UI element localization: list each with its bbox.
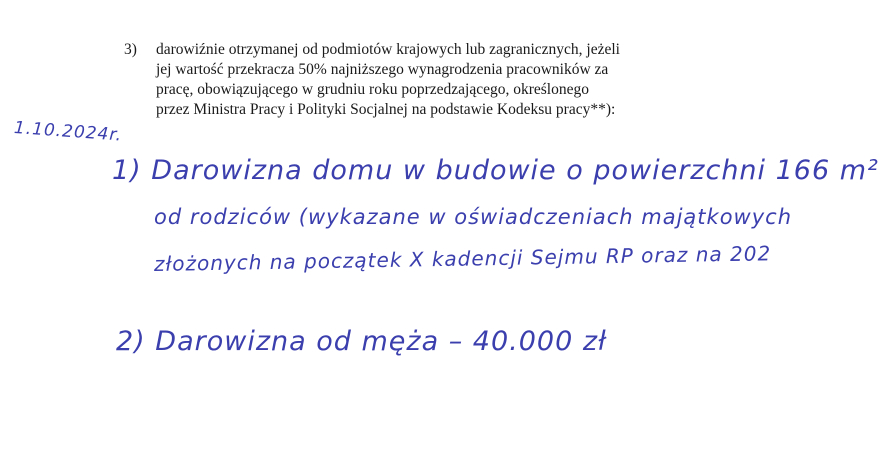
item-number: 3) <box>124 41 137 58</box>
handwritten-entry-1-line-1: 1) Darowizna domu w budowie o powierzchni 166 m² <box>112 155 879 186</box>
clause-line: jej wartość przekracza 50% najniższego wynagrodzenia pracowników za <box>156 61 609 78</box>
clause-line: przez Ministra Pracy i Polityki Socjalnej na podstawie Kodeksu pracy**): <box>156 101 616 118</box>
handwritten-date: 1.10.2024r. <box>13 118 123 146</box>
clause-text <box>156 40 676 120</box>
handwritten-entry-2: 2) Darowizna od męża – 40.000 zł <box>116 326 607 357</box>
clause-line: darowiźnie otrzymanej od podmiotów krajowych lub zagranicznych, jeżeli <box>156 41 620 58</box>
handwritten-entry-1-line-3: złożonych na początek X kadencji Sejmu RP oraz na 202 <box>153 241 772 276</box>
handwritten-entry-1-line-2: od rodziców (wykazane w oświadczeniach majątkowych <box>154 205 792 229</box>
clause-line: pracę, obowiązującego w grudniu roku poprzedzającego, określonego <box>156 81 589 98</box>
